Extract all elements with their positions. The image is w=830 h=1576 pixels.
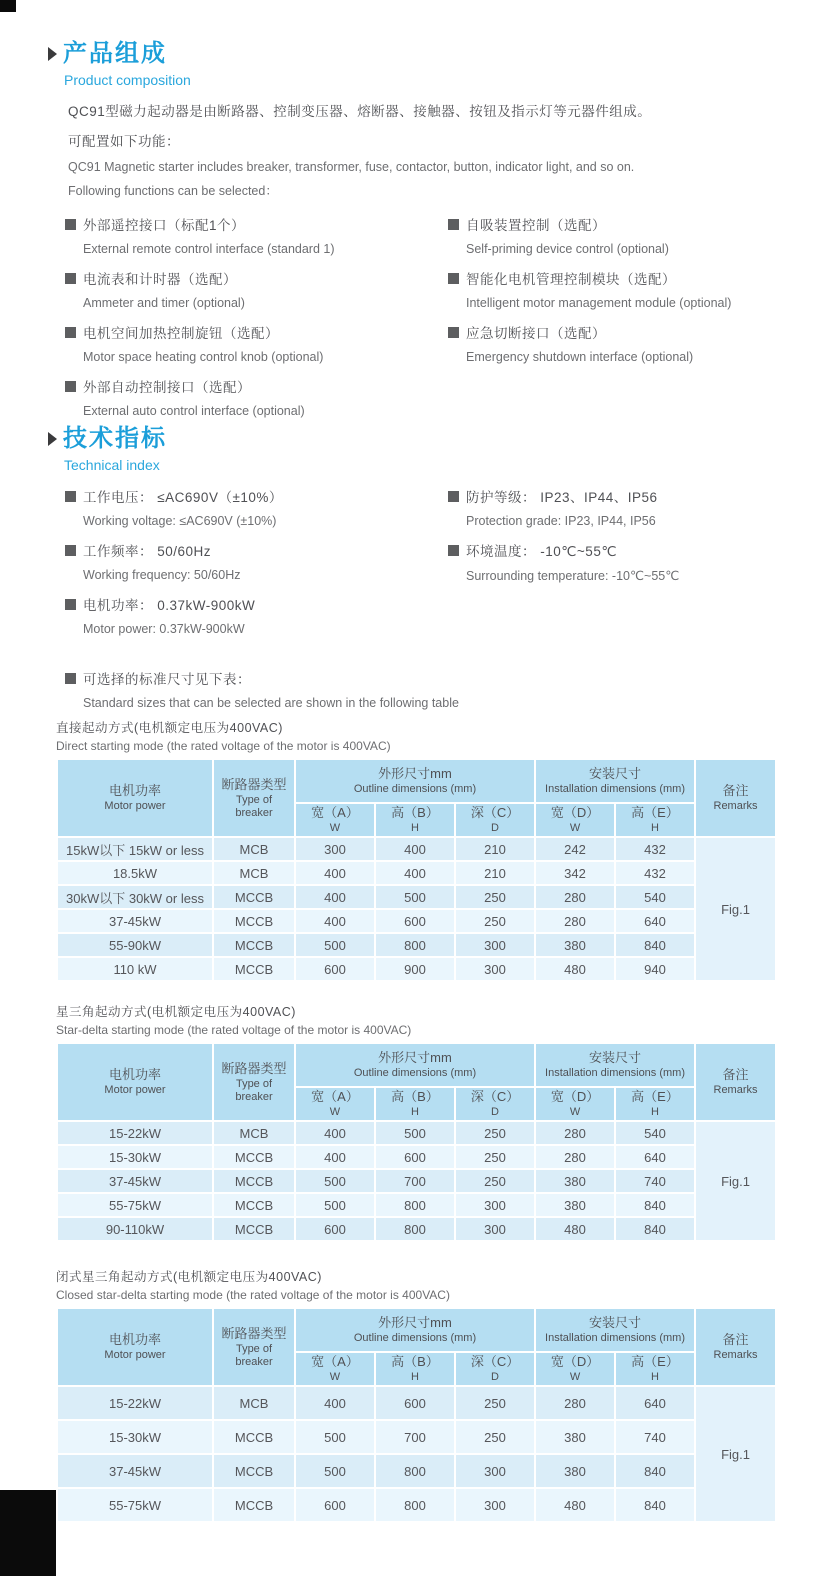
dim-e-cell: 840 (615, 1193, 695, 1217)
breaker-type-cell: MCCB (213, 909, 295, 933)
spec-zh: 工作电压： ≤AC690V（±10%） (83, 490, 283, 505)
th-motor-power: 电机功率 Motor power (57, 1308, 213, 1386)
dim-e-cell: 840 (615, 1217, 695, 1241)
th-remarks: 备注 Remarks (695, 759, 776, 837)
bullet-square-icon (65, 219, 76, 230)
th-installation-dimensions: 安装尺寸 Installation dimensions (mm) (535, 1308, 695, 1352)
table-row (57, 1420, 776, 1454)
th-outline-dimensions: 外形尺寸mm Outline dimensions (mm) (295, 1308, 535, 1352)
th-width-d: 宽（D） W (535, 1087, 615, 1121)
breaker-type-cell: MCB (213, 1386, 295, 1420)
dim-c-cell: 300 (455, 1454, 535, 1488)
breaker-type-cell: MCB (213, 1121, 295, 1145)
th-height-e: 高（E） H (615, 1087, 695, 1121)
dim-b-cell: 700 (375, 1420, 455, 1454)
table-row (57, 1145, 776, 1169)
feature-item (448, 214, 810, 256)
dim-d-cell: 480 (535, 957, 615, 981)
breaker-type-cell: MCCB (213, 885, 295, 909)
remarks-cell: Fig.1 (695, 837, 776, 981)
feature-zh: 智能化电机管理控制模块（选配） (466, 272, 676, 287)
dim-e-cell: 432 (615, 861, 695, 885)
dim-c-cell: 300 (455, 933, 535, 957)
triangle-marker-icon (48, 432, 57, 446)
dim-e-cell: 640 (615, 909, 695, 933)
feature-zh: 外部自动控制接口（选配） (83, 380, 251, 395)
bullet-square-icon (65, 599, 76, 610)
bullet-square-icon (65, 491, 76, 502)
dim-a-cell: 500 (295, 1454, 375, 1488)
bullet-square-icon (448, 491, 459, 502)
th-depth-c: 深（C） D (455, 1087, 535, 1121)
section-title-en: Technical index (64, 457, 160, 473)
breaker-type-cell: MCCB (213, 957, 295, 981)
feature-zh: 外部遥控接口（标配1个） (83, 218, 246, 233)
dim-a-cell: 500 (295, 1420, 375, 1454)
spec-zh: 工作频率： 50/60Hz (83, 544, 212, 559)
dim-a-cell: 600 (295, 957, 375, 981)
spec-zh: 防护等级： IP23、IP44、IP56 (466, 490, 658, 505)
table-row (57, 1193, 776, 1217)
table-row (57, 1169, 776, 1193)
motor-power-cell: 37-45kW (57, 909, 213, 933)
feature-item (448, 268, 810, 310)
table-caption-zh: 星三角起动方式(电机额定电压为400VAC) (56, 1005, 296, 1019)
spec-en: Protection grade: IP23, IP44, IP56 (466, 514, 656, 528)
feature-columns (65, 214, 810, 430)
dim-d-cell: 242 (535, 837, 615, 861)
th-width-a: 宽（A） W (295, 1087, 375, 1121)
dim-d-cell: 280 (535, 909, 615, 933)
direct-starting-block (56, 718, 775, 982)
bullet-square-icon (65, 327, 76, 338)
th-installation-dimensions: 安装尺寸 Installation dimensions (mm) (535, 759, 695, 803)
triangle-marker-icon (48, 47, 57, 61)
dim-c-cell: 300 (455, 1488, 535, 1522)
dim-c-cell: 300 (455, 957, 535, 981)
dim-c-cell: 210 (455, 861, 535, 885)
motor-power-cell: 55-90kW (57, 933, 213, 957)
dim-b-cell: 500 (375, 885, 455, 909)
dim-a-cell: 500 (295, 1169, 375, 1193)
breaker-type-cell: MCB (213, 837, 295, 861)
table-row (57, 837, 776, 861)
section-technical-index (48, 425, 810, 648)
feature-en: Ammeter and timer (optional) (83, 296, 245, 310)
feature-item (65, 268, 448, 310)
dim-c-cell: 210 (455, 837, 535, 861)
dim-d-cell: 380 (535, 1420, 615, 1454)
spec-en: Working voltage: ≤AC690V (±10%) (83, 514, 277, 528)
dim-e-cell: 740 (615, 1169, 695, 1193)
dim-e-cell: 940 (615, 957, 695, 981)
th-width-a: 宽（A） W (295, 1352, 375, 1386)
dim-c-cell: 250 (455, 909, 535, 933)
dim-d-cell: 280 (535, 885, 615, 909)
remarks-cell: Fig.1 (695, 1121, 776, 1241)
remarks-cell: Fig.1 (695, 1386, 776, 1522)
dim-b-cell: 800 (375, 933, 455, 957)
dim-b-cell: 500 (375, 1121, 455, 1145)
spec-zh: 电机功率： 0.37kW-900kW (83, 598, 256, 613)
section-title-en: Product composition (64, 72, 191, 88)
breaker-type-cell: MCCB (213, 1145, 295, 1169)
star-delta-table (56, 1042, 777, 1242)
bullet-square-icon (448, 545, 459, 556)
spec-item (65, 540, 448, 582)
product-config-en: Following functions can be selected： (68, 184, 278, 198)
dim-a-cell: 400 (295, 885, 375, 909)
dim-e-cell: 740 (615, 1420, 695, 1454)
dim-a-cell: 400 (295, 861, 375, 885)
th-motor-power: 电机功率 Motor power (57, 759, 213, 837)
dim-a-cell: 600 (295, 1488, 375, 1522)
note-zh: 可选择的标准尺寸见下表： (83, 672, 251, 687)
th-height-e: 高（E） H (615, 803, 695, 837)
scan-artifact-top-left (0, 0, 16, 12)
direct-starting-table (56, 758, 777, 982)
scan-artifact-bottom-left (0, 1490, 56, 1576)
th-outline-dimensions: 外形尺寸mm Outline dimensions (mm) (295, 759, 535, 803)
table-caption-en: Closed star-delta starting mode (the rated voltage of the motor is 400VAC) (56, 1288, 450, 1302)
dim-b-cell: 800 (375, 1193, 455, 1217)
dim-a-cell: 300 (295, 837, 375, 861)
section-title-zh: 产品组成 (63, 40, 167, 67)
section-product-composition (48, 40, 810, 430)
motor-power-cell: 90-110kW (57, 1217, 213, 1241)
dim-b-cell: 900 (375, 957, 455, 981)
product-desc-en: QC91 Magnetic starter includes breaker, transformer, fuse, contactor, button, indicator light, and so on. (68, 160, 635, 174)
closed-star-delta-table (56, 1307, 777, 1523)
spec-item (65, 594, 448, 636)
th-remarks: 备注 Remarks (695, 1308, 776, 1386)
dim-b-cell: 700 (375, 1169, 455, 1193)
motor-power-cell: 37-45kW (57, 1169, 213, 1193)
dim-e-cell: 640 (615, 1145, 695, 1169)
feature-list-left (65, 214, 448, 430)
motor-power-cell: 55-75kW (57, 1488, 213, 1522)
th-depth-c: 深（C） D (455, 803, 535, 837)
table-row (57, 1488, 776, 1522)
breaker-type-cell: MCCB (213, 1193, 295, 1217)
dim-b-cell: 800 (375, 1454, 455, 1488)
note-en: Standard sizes that can be selected are shown in the following table (83, 696, 459, 710)
dim-e-cell: 540 (615, 885, 695, 909)
table-caption-en: Direct starting mode (the rated voltage of the motor is 400VAC) (56, 739, 391, 753)
breaker-type-cell: MCCB (213, 1454, 295, 1488)
dim-d-cell: 380 (535, 1193, 615, 1217)
spec-list-right (448, 486, 810, 648)
th-height-b: 高（B） H (375, 1352, 455, 1386)
dim-c-cell: 250 (455, 1121, 535, 1145)
dim-b-cell: 800 (375, 1488, 455, 1522)
feature-item (448, 322, 810, 364)
th-motor-power: 电机功率 Motor power (57, 1043, 213, 1121)
breaker-type-cell: MCCB (213, 1217, 295, 1241)
dim-c-cell: 250 (455, 1145, 535, 1169)
star-delta-block (56, 1002, 775, 1242)
table-caption-zh: 闭式星三角起动方式(电机额定电压为400VAC) (56, 1270, 322, 1284)
motor-power-cell: 30kW以下 30kW or less (57, 885, 213, 909)
section-title-zh: 技术指标 (63, 425, 167, 452)
motor-power-cell: 15-30kW (57, 1420, 213, 1454)
th-breaker-type: 断路器类型 Type of breaker (213, 759, 295, 837)
dim-d-cell: 280 (535, 1386, 615, 1420)
bullet-square-icon (448, 273, 459, 284)
feature-en: External remote control interface (standard 1) (83, 242, 335, 256)
dim-e-cell: 540 (615, 1121, 695, 1145)
dim-e-cell: 840 (615, 1488, 695, 1522)
bullet-square-icon (448, 219, 459, 230)
spec-item (448, 540, 810, 583)
dim-c-cell: 250 (455, 1386, 535, 1420)
breaker-type-cell: MCCB (213, 1420, 295, 1454)
feature-zh: 电流表和计时器（选配） (83, 272, 237, 287)
table-row (57, 1121, 776, 1145)
dim-b-cell: 800 (375, 1217, 455, 1241)
closed-star-delta-block (56, 1267, 775, 1523)
dim-b-cell: 600 (375, 1145, 455, 1169)
dim-d-cell: 280 (535, 1121, 615, 1145)
section-heading (48, 425, 810, 453)
th-height-b: 高（B） H (375, 1087, 455, 1121)
dim-d-cell: 280 (535, 1145, 615, 1169)
table-caption-zh: 直接起动方式(电机额定电压为400VAC) (56, 721, 283, 735)
dim-b-cell: 400 (375, 861, 455, 885)
table-row (57, 1454, 776, 1488)
feature-en: External auto control interface (optional) (83, 404, 305, 418)
dim-b-cell: 600 (375, 1386, 455, 1420)
feature-zh: 自吸装置控制（选配） (466, 218, 606, 233)
motor-power-cell: 15-30kW (57, 1145, 213, 1169)
breaker-type-cell: MCB (213, 861, 295, 885)
th-remarks: 备注 Remarks (695, 1043, 776, 1121)
dim-b-cell: 600 (375, 909, 455, 933)
feature-item (65, 376, 448, 418)
dim-e-cell: 432 (615, 837, 695, 861)
feature-item (65, 214, 448, 256)
th-width-d: 宽（D） W (535, 1352, 615, 1386)
th-depth-c: 深（C） D (455, 1352, 535, 1386)
dim-a-cell: 500 (295, 1193, 375, 1217)
spec-item (448, 486, 810, 528)
motor-power-cell: 15-22kW (57, 1386, 213, 1420)
motor-power-cell: 18.5kW (57, 861, 213, 885)
table-row (57, 933, 776, 957)
product-config-zh: 可配置如下功能： (68, 134, 180, 149)
spec-en: Motor power: 0.37kW-900kW (83, 622, 245, 636)
breaker-type-cell: MCCB (213, 933, 295, 957)
dim-b-cell: 400 (375, 837, 455, 861)
feature-en: Motor space heating control knob (optional) (83, 350, 324, 364)
dim-c-cell: 250 (455, 1169, 535, 1193)
feature-en: Emergency shutdown interface (optional) (466, 350, 694, 364)
th-installation-dimensions: 安装尺寸 Installation dimensions (mm) (535, 1043, 695, 1087)
motor-power-cell: 15-22kW (57, 1121, 213, 1145)
dim-a-cell: 400 (295, 909, 375, 933)
dim-d-cell: 480 (535, 1217, 615, 1241)
dim-a-cell: 500 (295, 933, 375, 957)
th-height-e: 高（E） H (615, 1352, 695, 1386)
dim-c-cell: 250 (455, 1420, 535, 1454)
th-width-a: 宽（A） W (295, 803, 375, 837)
motor-power-cell: 55-75kW (57, 1193, 213, 1217)
dim-c-cell: 300 (455, 1217, 535, 1241)
dim-c-cell: 250 (455, 885, 535, 909)
feature-zh: 应急切断接口（选配） (466, 326, 606, 341)
motor-power-cell: 15kW以下 15kW or less (57, 837, 213, 861)
dim-e-cell: 640 (615, 1386, 695, 1420)
table-row (57, 861, 776, 885)
bullet-square-icon (65, 273, 76, 284)
standard-sizes-note (65, 668, 459, 710)
feature-en: Self-priming device control (optional) (466, 242, 669, 256)
table-row (57, 1386, 776, 1420)
product-desc-zh: QC91型磁力起动器是由断路器、控制变压器、熔断器、接触器、按钮及指示灯等元器件组成。 (68, 104, 652, 119)
dim-a-cell: 400 (295, 1386, 375, 1420)
th-outline-dimensions: 外形尺寸mm Outline dimensions (mm) (295, 1043, 535, 1087)
dim-a-cell: 400 (295, 1145, 375, 1169)
bullet-square-icon (65, 381, 76, 392)
th-width-d: 宽（D） W (535, 803, 615, 837)
table-row (57, 957, 776, 981)
feature-en: Intelligent motor management module (optional) (466, 296, 732, 310)
motor-power-cell: 37-45kW (57, 1454, 213, 1488)
breaker-type-cell: MCCB (213, 1488, 295, 1522)
motor-power-cell: 110 kW (57, 957, 213, 981)
dim-e-cell: 840 (615, 933, 695, 957)
dim-d-cell: 380 (535, 1454, 615, 1488)
dim-e-cell: 840 (615, 1454, 695, 1488)
feature-zh: 电机空间加热控制旋钮（选配） (83, 326, 279, 341)
th-breaker-type: 断路器类型 Type of breaker (213, 1308, 295, 1386)
feature-list-right (448, 214, 810, 430)
table-row (57, 909, 776, 933)
bullet-square-icon (448, 327, 459, 338)
dim-d-cell: 380 (535, 1169, 615, 1193)
spec-item (65, 486, 448, 528)
table-caption-en: Star-delta starting mode (the rated voltage of the motor is 400VAC) (56, 1023, 412, 1037)
bullet-square-icon (65, 545, 76, 556)
bullet-square-icon (65, 673, 76, 684)
th-height-b: 高（B） H (375, 803, 455, 837)
th-breaker-type: 断路器类型 Type of breaker (213, 1043, 295, 1121)
spec-en: Surrounding temperature: -10℃~55℃ (466, 569, 680, 583)
table-row (57, 885, 776, 909)
section-heading (48, 40, 810, 68)
dim-d-cell: 480 (535, 1488, 615, 1522)
dim-c-cell: 300 (455, 1193, 535, 1217)
spec-zh: 环境温度： -10℃~55℃ (466, 544, 617, 559)
dim-a-cell: 400 (295, 1121, 375, 1145)
breaker-type-cell: MCCB (213, 1169, 295, 1193)
dim-a-cell: 600 (295, 1217, 375, 1241)
spec-en: Working frequency: 50/60Hz (83, 568, 241, 582)
spec-list-left (65, 486, 448, 648)
dim-d-cell: 380 (535, 933, 615, 957)
feature-item (65, 322, 448, 364)
dim-d-cell: 342 (535, 861, 615, 885)
table-row (57, 1217, 776, 1241)
spec-columns (65, 486, 810, 648)
